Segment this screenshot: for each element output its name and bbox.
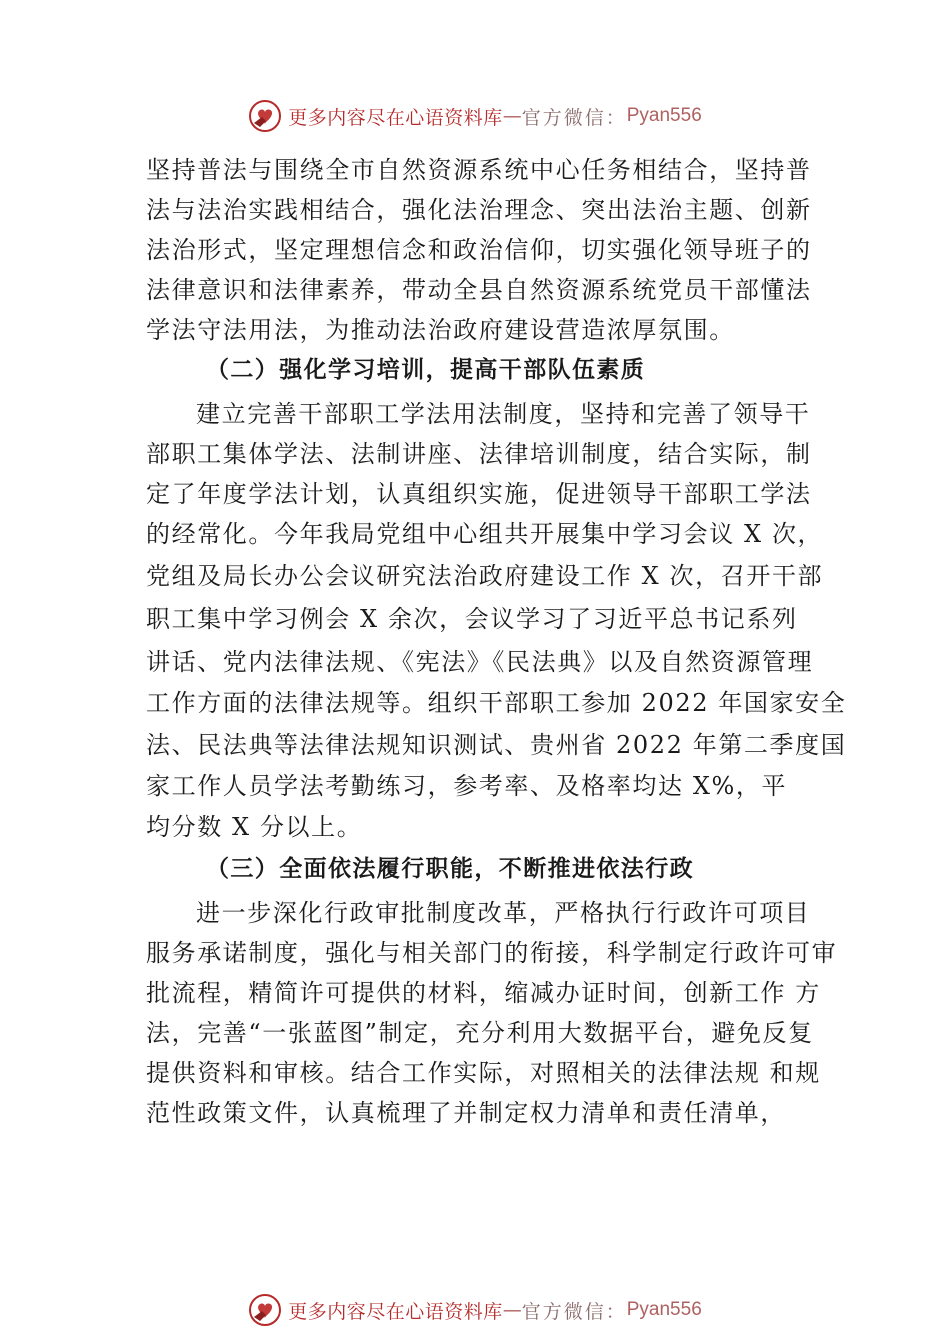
text-line: 职工集中学习例会 X 余次，会议学习了习近平总书记系列 — [146, 605, 798, 633]
text-line: 法律意识和法律素养，带动全县自然资源系统党员干部懂法 — [146, 276, 812, 304]
text-line: 均分数 X 分以上。 — [146, 813, 363, 841]
text-line: 服务承诺制度，强化与相关部门的衔接，科学制定行政许可审 — [146, 939, 838, 967]
heart-hand-logo-icon — [248, 99, 282, 133]
text-line: 家工作人员学法考勤练习，参考率、及格率均达 X%，平 — [146, 772, 788, 800]
text-line: 法与法治实践相结合，强化法治理念、突出法治主题、创新 — [146, 196, 812, 224]
watermark-wechat-label: 官方微信： — [521, 106, 627, 129]
watermark-brand: 更多内容尽在心语资料库 — [288, 106, 503, 129]
text-line: 法治形式，坚定理想信念和政治信仰，切实强化领导班子的 — [146, 236, 812, 264]
text-line: 党组及局长办公会议研究法治政府建设工作 X 次，召开干部 — [146, 562, 824, 590]
text-line: 定了年度学法计划，认真组织实施，促进领导干部职工学法 — [146, 480, 812, 508]
text-line: 学法守法用法，为推动法治政府建设营造浓厚氛围。 — [146, 316, 735, 344]
text-line: 进一步深化行政审批制度改革，严格执行行政许可项目 — [196, 899, 811, 927]
heart-hand-logo-icon — [248, 1293, 282, 1327]
document-body — [146, 150, 847, 1133]
text-line: 部职工集体学法、法制讲座、法律培训制度，结合实际，制 — [146, 440, 812, 468]
text-line: 范性政策文件，认真梳理了并制定权力清单和责任清单， — [146, 1099, 786, 1127]
section-heading-3: （三）全面依法履行职能，不断推进依法行政 — [206, 855, 694, 882]
watermark-wechat-label: 官方微信： — [521, 1300, 627, 1323]
watermark-dash: — — [502, 1299, 522, 1321]
text-line: 法，完善“一张蓝图”制定，充分利用大数据平台，避免反复 — [146, 1019, 814, 1047]
watermark-dash: — — [502, 105, 522, 127]
paragraph-3 — [146, 893, 836, 1133]
text-line: 法、民法典等法律法规知识测试、贵州省 2022 年第二季度国 — [146, 731, 847, 759]
paragraph-2 — [146, 394, 847, 847]
section-heading-2: （二）强化学习培训，提高干部队伍素质 — [206, 356, 646, 383]
text-line: 讲话、党内法律法规、《宪法》《民法典》以及自然资源管理 — [146, 648, 814, 676]
text-line: 批流程，精简许可提供的材料，缩减办证时间，创新工作 方 — [146, 979, 821, 1007]
text-line: 提供资料和审核。结合工作实际，对照相关的法律法规 和规 — [146, 1059, 821, 1087]
text-line: 建立完善干部职工学法用法制度，坚持和完善了领导干 — [196, 400, 811, 428]
text-line: 的经常化。今年我局党组中心组共开展集中学习会议 X 次， — [146, 520, 824, 548]
text-line: 工作方面的法律法规等。组织干部职工参加 2022 年国家安全 — [146, 689, 847, 717]
paragraph-1 — [146, 150, 836, 350]
watermark-wechat-id: Pyan556 — [626, 1299, 702, 1320]
header-watermark — [0, 96, 950, 136]
text-line: 坚持普法与围绕全市自然资源系统中心任务相结合，坚持普 — [146, 156, 812, 184]
watermark-wechat-id: Pyan556 — [626, 105, 702, 126]
footer-watermark — [0, 1290, 950, 1330]
watermark-brand: 更多内容尽在心语资料库 — [288, 1300, 503, 1323]
